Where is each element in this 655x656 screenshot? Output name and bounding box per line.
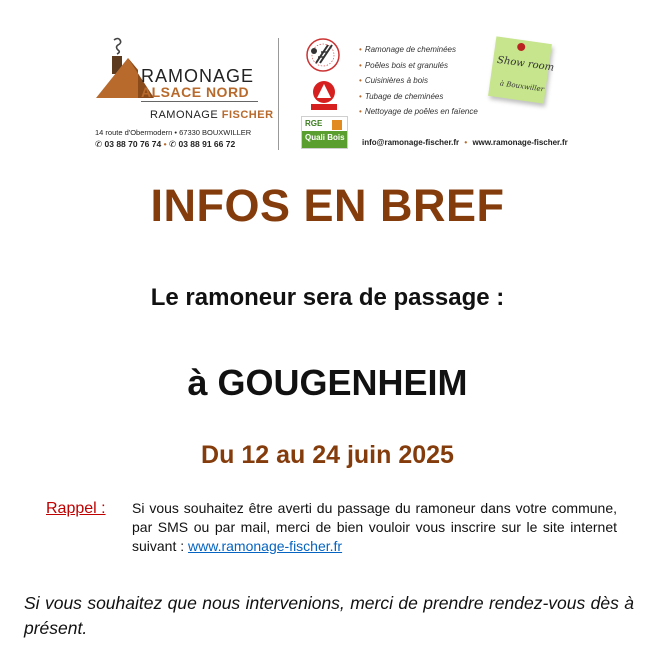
- closing-message: Si vous souhaitez que nous intervenions, merci de prendre rendez-vous dès à présent.: [24, 593, 634, 638]
- website-link[interactable]: www.ramonage-fischer.fr: [188, 538, 343, 554]
- rge-qualibois-badge: [301, 116, 348, 149]
- professional-label-badge-icon: [307, 78, 341, 112]
- sticky-note-line1: Show room: [496, 54, 555, 74]
- service-item: • Nettoyage de poêles en faïence: [359, 107, 478, 116]
- rge-label: RGE: [305, 119, 323, 128]
- rappel-label: Rappel :: [46, 500, 106, 517]
- phone-number-2: 03 88 91 66 72: [178, 139, 236, 149]
- logo-subtitle-accent: FISCHER: [221, 109, 274, 121]
- phone-icon: ✆: [95, 139, 103, 149]
- service-item: • Ramonage de cheminées: [359, 45, 456, 54]
- rappel-body: Si vous souhaitez être averti du passage du ramoneur dans votre commune, par SMS ou par mail, merci de bien vouloir vous inscrire sur le site internet suivant :: [132, 500, 617, 554]
- logo-name-line2: ALSACE NORD: [141, 84, 250, 100]
- contact-line: [362, 138, 568, 147]
- phone-icon: ✆: [168, 139, 177, 149]
- passage-announcement: Le ramoneur sera de passage :: [150, 284, 505, 311]
- logo-divider: [141, 101, 258, 102]
- sticky-note-line2: à Bouxwiller: [499, 79, 545, 94]
- phone-number-1: 03 88 70 76 74: [104, 139, 162, 149]
- service-item: • Poêles bois et granulés: [359, 60, 448, 70]
- passage-dates: Du 12 au 24 juin 2025: [201, 441, 454, 469]
- qualibois-label: Quali Bois: [305, 133, 345, 142]
- contact-email[interactable]: info@ramonage-fischer.fr: [362, 138, 460, 147]
- page-title: INFOS EN BREF: [150, 180, 505, 231]
- rappel-text: [132, 499, 617, 556]
- services-list: [359, 42, 478, 120]
- contact-separator: •: [464, 138, 468, 147]
- phone-separator: •: [163, 139, 167, 149]
- town-name: à GOUGENHEIM: [187, 362, 468, 403]
- letterhead: [0, 0, 655, 160]
- chimney-sweep-guild-badge-icon: [302, 37, 344, 73]
- header-vertical-divider: [278, 38, 279, 150]
- showroom-sticky-note: [488, 36, 555, 103]
- company-phones: [95, 139, 235, 150]
- service-item: • Cuisinières à bois: [359, 76, 428, 85]
- contact-website[interactable]: www.ramonage-fischer.fr: [472, 138, 568, 147]
- pushpin-icon: [517, 42, 526, 51]
- logo-subtitle: [150, 109, 274, 121]
- service-item: • Tubage de cheminées: [359, 91, 444, 101]
- logo-subtitle-prefix: RAMONAGE: [150, 109, 219, 121]
- logo-name-line1: RAMONAGE: [141, 66, 255, 86]
- company-address: 14 route d'Obermodern • 67330 BOUXWILLER: [95, 128, 252, 137]
